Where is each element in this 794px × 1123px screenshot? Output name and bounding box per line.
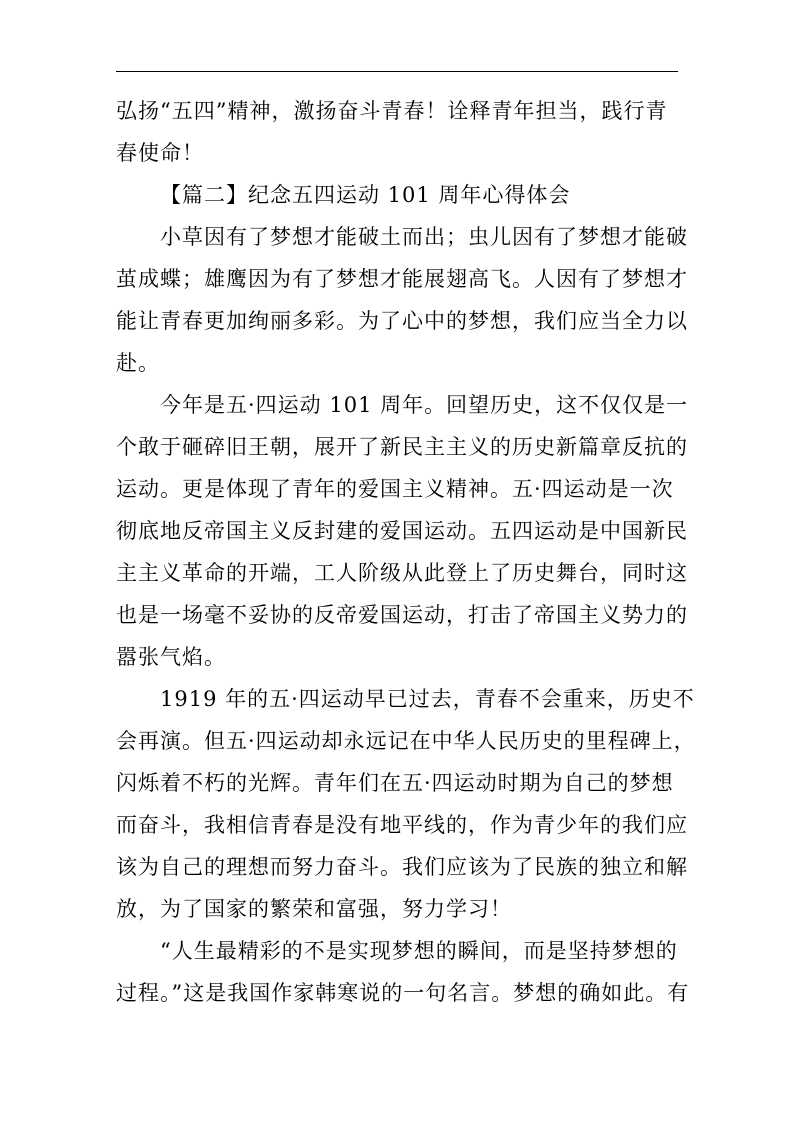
text-line: 放，为了国家的繁荣和富强，努力学习！ [116, 897, 512, 921]
text-line: 闪烁着不朽的光辉。青年们在五·四运动时期为自己的梦想 [116, 771, 674, 795]
text-line: 个敢于砸碎旧王朝，展开了新民主主义的历史新篇章反抗的 [116, 435, 688, 459]
text-line: 小草因有了梦想才能破土而出；虫儿因有了梦想才能破 [160, 225, 688, 249]
text-line: 该为自己的理想而努力奋斗。我们应该为了民族的独立和解 [116, 855, 688, 879]
text-line: “人生最精彩的不是实现梦想的瞬间，而是坚持梦想的 [160, 939, 678, 963]
header-rule [116, 71, 678, 72]
section-heading: 【篇二】纪念五四运动 101 周年心得体会 [160, 183, 571, 207]
text-line: 彻底地反帝国主义反封建的爱国运动。五四运动是中国新民 [116, 519, 688, 543]
text-line: 而奋斗，我相信青春是没有地平线的，作为青少年的我们应 [116, 813, 688, 837]
text-line: 会再演。但五·四运动却永远记在中华人民历史的里程碑上， [116, 729, 696, 753]
text-line: 赴。 [116, 351, 160, 375]
text-line: 弘扬“五四”精神，激扬奋斗青春！诠释青年担当，践行青 [116, 99, 668, 123]
text-line: 1919 年的五·四运动早已过去，青春不会重来，历史不 [160, 687, 695, 711]
text-line: 春使命！ [116, 141, 204, 165]
text-line: 过程。”这是我国作家韩寒说的一句名言。梦想的确如此。有 [116, 981, 690, 1005]
text-line: 茧成蝶；雄鹰因为有了梦想才能展翅高飞。人因有了梦想才 [116, 267, 688, 291]
text-line: 也是一场毫不妥协的反帝爱国运动，打击了帝国主义势力的 [116, 603, 688, 627]
text-line: 嚣张气焰。 [116, 645, 226, 669]
text-line: 能让青春更加绚丽多彩。为了心中的梦想，我们应当全力以 [116, 309, 688, 333]
text-line: 今年是五·四运动 101 周年。回望历史，这不仅仅是一 [160, 393, 689, 417]
text-line: 主主义革命的开端，工人阶级从此登上了历史舞台，同时这 [116, 561, 688, 585]
text-line: 运动。更是体现了青年的爱国主义精神。五·四运动是一次 [116, 477, 674, 501]
